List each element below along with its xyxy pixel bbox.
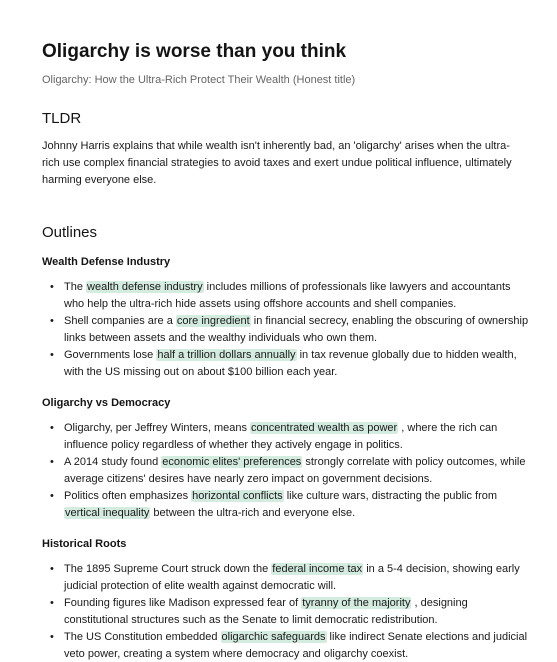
bullet-text: like culture wars, distracting the public from: [283, 490, 498, 502]
bullet-dot-icon: •: [50, 456, 54, 468]
section-title: Historical Roots: [42, 538, 127, 550]
bullet-item: [42, 313, 532, 346]
highlighted-term: vertical inequality: [65, 506, 150, 519]
section-title: Wealth Defense Industry: [42, 256, 171, 268]
bullet-dot-icon: •: [50, 422, 54, 434]
bullet-text: in tax revenue globally due to hidden wealth, with the US missing out on about $100 billion each year.: [64, 349, 517, 378]
bullet-dot-icon: •: [50, 349, 54, 361]
section-title: Oligarchy vs Democracy: [42, 397, 171, 409]
bullet-dot-icon: •: [50, 563, 54, 575]
bullet-list: [42, 279, 533, 380]
bullet-dot-icon: •: [50, 315, 54, 327]
bullet-item: [42, 347, 532, 380]
outline-sections: [42, 255, 533, 662]
bullet-dot-icon: •: [50, 490, 54, 502]
bullet-text: Politics often emphasizes: [64, 490, 192, 502]
highlighted-term: core ingredient: [176, 315, 250, 327]
bullet-dot-icon: •: [50, 597, 54, 609]
bullet-text: between the ultra-rich and everyone else.: [150, 506, 356, 519]
bullet-item: [42, 595, 532, 628]
page-subtitle: Oligarchy: How the Ultra-Rich Protect Their Wealth (Honest title): [42, 74, 356, 86]
highlighted-term: wealth defense industry: [87, 281, 203, 293]
bullet-text: Founding figures like Madison expressed fear of: [64, 597, 302, 609]
bullet-text: The US Constitution embedded: [64, 631, 221, 643]
bullet-text: in financial secrecy, enabling the obscuring of ownership links between assets and the wealthy individuals who own them.: [64, 315, 529, 344]
bullet-dot-icon: •: [50, 631, 54, 643]
page-title: Oligarchy is worse than you think: [42, 41, 347, 62]
highlighted-term: federal income tax: [272, 563, 363, 575]
bullet-item: [42, 488, 532, 521]
bullet-text: includes millions of professionals like lawyers and accountants who help the ultra-rich hide assets using offshore accounts and shell companies.: [64, 281, 511, 310]
bullet-text: in a 5-4 decision, showing early judicial protection of elite wealth against democratic will.: [64, 563, 520, 592]
tldr-heading: TLDR: [42, 110, 82, 127]
highlighted-term: tyranny of the majority: [302, 597, 411, 609]
bullet-item: [42, 561, 532, 594]
tldr-text: Johnny Harris explains that while wealth isn't inherently bad, an 'oligarchy' arises when the ultra-rich use complex financial strategies to avoid taxes and exert undue political influence, ultimately harming everyone else.: [42, 140, 512, 186]
outlines-heading: Outlines: [42, 224, 98, 241]
bullet-text: Governments lose: [64, 349, 157, 361]
bullet-text: A 2014 study found: [64, 456, 162, 468]
bullet-item: [42, 420, 532, 453]
highlighted-term: oligarchic safeguards: [221, 631, 326, 643]
bullet-item: [42, 279, 532, 312]
bullet-item: [42, 454, 532, 487]
bullet-text: , designing constitutional structures such as the Senate to limit democratic redistribution.: [64, 597, 468, 626]
bullet-text: The: [64, 281, 87, 293]
bullet-text: The 1895 Supreme Court struck down the: [64, 563, 272, 575]
highlighted-term: half a trillion dollars annually: [157, 349, 296, 361]
bullet-text: strongly correlate with policy outcomes, while average citizens' desires have nearly zero impact on government decisions.: [64, 456, 526, 485]
bullet-list: [42, 420, 533, 521]
bullet-item: [42, 629, 532, 662]
highlighted-term: concentrated wealth as power: [251, 422, 398, 434]
bullet-text: , where the rich can influence policy regardless of whether they actively engage in politics.: [64, 422, 498, 451]
highlighted-term: economic elites' preferences: [162, 456, 302, 468]
bullet-dot-icon: •: [50, 281, 54, 293]
bullet-list: [42, 561, 533, 662]
highlighted-term: horizontal conflicts: [192, 490, 283, 502]
bullet-text: Shell companies are a: [64, 315, 176, 327]
bullet-text: like indirect Senate elections and judicial veto power, creating a system where democracy and oligarchy coexist.: [64, 631, 528, 660]
bullet-text: Oligarchy, per Jeffrey Winters, means: [64, 422, 251, 434]
